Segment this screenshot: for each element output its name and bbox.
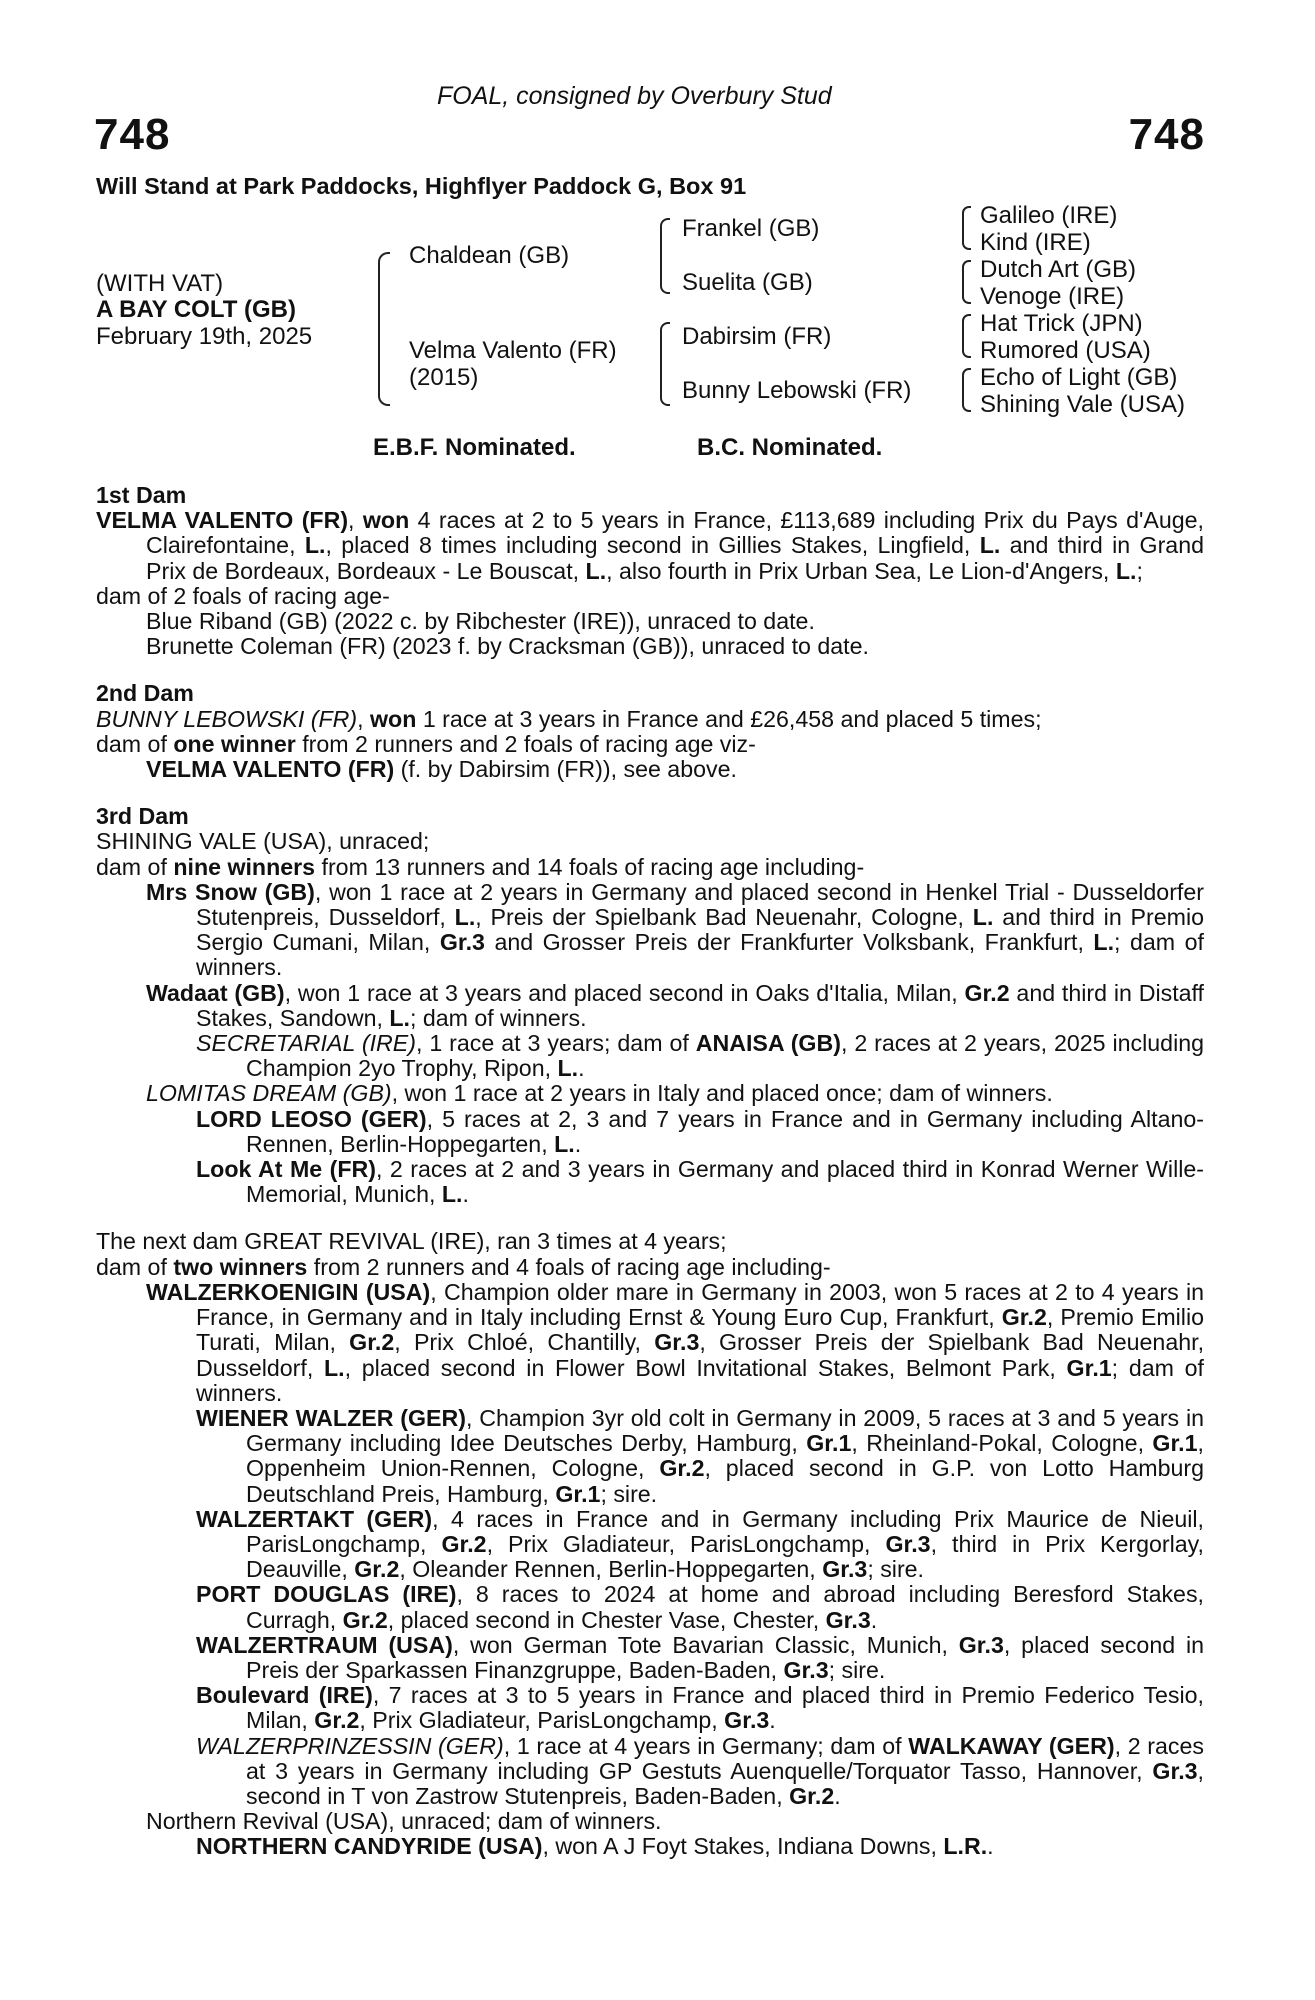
dam-dam: Bunny Lebowski (FR) xyxy=(682,377,912,404)
dam-name: Velma Valento (FR) xyxy=(409,337,617,364)
ebf-nomination: E.B.F. Nominated. xyxy=(373,434,576,461)
foaling-date: February 19th, 2025 xyxy=(96,323,313,350)
produce-entry: LORD LEOSO (GER), 5 races at 2, 3 and 7 years in France and in Germany including Altano-Rennen, Berlin-Hoppegarten, L.. xyxy=(196,1105,1205,1157)
first-dam-heading: 1st Dam xyxy=(96,482,187,508)
sire-sire: Frankel (GB) xyxy=(682,215,820,242)
produce-entry: Mrs Snow (GB), won 1 race at 2 years in Germany and placed second in Henkel Trial - Dusseldorfer Stutenpreis, Dusseldorf, L., Preis der Spielbank Bad Neuenahr, Cologne, L. and third in Premio Sergio Cumani, Milan, Gr.3 and Grosser Preis der Frankfurter Volksbank, Frankfurt, L.; dam of winners. xyxy=(146,878,1204,981)
second-dam-heading: 2nd Dam xyxy=(96,680,194,707)
gen3-sds: Dutch Art (GB) xyxy=(980,256,1137,283)
sire-dam: Suelita (GB) xyxy=(682,269,813,296)
gen3-ssd: Kind (IRE) xyxy=(980,229,1091,256)
gen3-dsd: Rumored (USA) xyxy=(980,337,1151,364)
sire-name: Chaldean (GB) xyxy=(409,242,570,269)
third-dam-produce-line: dam of nine winners from 13 runners and 14 foals of racing age including- xyxy=(96,853,865,880)
produce-entry: Wadaat (GB), won 1 race at 3 years and placed second in Oaks d'Italia, Milan, Gr.2 and third in Distaff Stakes, Sandown, L.; dam of winners. xyxy=(146,979,1204,1031)
gen3-dss: Hat Trick (JPN) xyxy=(980,310,1143,337)
second-dam-entry: BUNNY LEBOWSKI (FR), won 1 race at 3 years in France and £26,458 and placed 5 times; xyxy=(96,705,1042,732)
pedigree-brace-dd xyxy=(962,368,971,412)
produce-entry: PORT DOUGLAS (IRE), 8 races to 2024 at home and abroad including Beresford Stakes, Curragh, Gr.2, placed second in Chester Vase, Chester, Gr.3. xyxy=(196,1581,1204,1633)
bc-nomination: B.C. Nominated. xyxy=(697,434,883,461)
lot-title: A BAY COLT (GB) xyxy=(96,296,297,323)
stand-location: Will Stand at Park Paddocks, Highflyer Paddock G, Box 91 xyxy=(96,173,747,199)
third-dam-heading: 3rd Dam xyxy=(96,803,189,830)
pedigree-brace-ss xyxy=(962,206,971,250)
lot-number-right: 748 xyxy=(1128,110,1205,159)
produce-entry: LOMITAS DREAM (GB), won 1 race at 2 years in Italy and placed once; dam of winners. xyxy=(146,1080,1053,1107)
foal-entry: Brunette Coleman (FR) (2023 f. by Cracksman (GB)), unraced to date. xyxy=(146,633,869,660)
produce-entry: WIENER WALZER (GER), Champion 3yr old colt in Germany in 2009, 5 races at 3 and 5 years in Germany including Idee Deutsches Derby, Hamburg, Gr.1, Rheinland-Pokal, Cologne, Gr.1, Oppenheim Union-Rennen, Cologne, Gr.2, placed second in G.P. von Lotto Hamburg Deutschland Preis, Hamburg, Gr.1; sire. xyxy=(196,1404,1204,1507)
produce-entry: WALZERPRINZESSIN (GER), 1 race at 4 years in Germany; dam of WALKAWAY (GER), 2 races at 3 years in Germany including GP Gestuts Auenquelle/Torquator Tasso, Hannover, Gr.3, second in T von Zastrow Stutenpreis, Baden-Baden, Gr.2. xyxy=(196,1732,1204,1809)
gen3-sss: Galileo (IRE) xyxy=(980,202,1118,229)
produce-entry: WALZERTAKT (GER), 4 races in France and in Germany including Prix Maurice de Nieuil, ParisLongchamp, Gr.2, Prix Gladiateur, ParisLongchamp, Gr.3, third in Prix Kergorlay, Deauville, Gr.2, Oleander Rennen, Berlin-Hoppegarten, Gr.3; sire. xyxy=(196,1505,1204,1583)
dam-year: (2015) xyxy=(409,364,479,391)
second-dam-produce-line: dam of one winner from 2 runners and 2 foals of racing age viz- xyxy=(96,730,756,757)
produce-entry: WALZERKOENIGIN (USA), Champion older mare in Germany in 2003, won 5 races at 2 to 4 years in France, in Germany and in Italy including Ernst & Young Euro Cup, Frankfurt, Gr.2, Premio Emilio Turati, Milan, Gr.2, Prix Chloé, Chantilly, Gr.3, Grosser Preis der Spielbank Bad Neuenahr, Dusseldorf, L., placed second in Flower Bowl Invitational Stakes, Belmont Park, Gr.1; dam of winners. xyxy=(146,1278,1205,1406)
dam-sire: Dabirsim (FR) xyxy=(682,323,832,350)
pedigree-brace-dam xyxy=(660,322,670,406)
consignment-line: FOAL, consigned by Overbury Stud xyxy=(437,82,832,110)
gen3-dds: Echo of Light (GB) xyxy=(980,364,1178,391)
first-dam-entry: VELMA VALENTO (FR), won 4 races at 2 to 5 years in France, £113,689 including Prix du Pays d'Auge, Clairefontaine, L., placed 8 times including second in Gillies Stakes, Lingfield, L. and third in Grand Prix de Bordeaux, Bordeaux - Le Bouscat, L., also fourth in Prix Urban Sea, Le Lion-d'Angers, L.; xyxy=(96,507,1204,584)
produce-entry: WALZERTRAUM (USA), won German Tote Bavarian Classic, Munich, Gr.3, placed second in Preis der Sparkassen Finanzgruppe, Baden-Baden, Gr.3; sire. xyxy=(196,1631,1204,1683)
catalogue-body xyxy=(96,483,1204,1860)
next-dam-produce-line: dam of two winners from 2 runners and 4 foals of racing age including- xyxy=(96,1253,831,1280)
third-dam-entry: SHINING VALE (USA), unraced; xyxy=(96,828,430,855)
produce-entry: NORTHERN CANDYRIDE (USA), won A J Foyt Stakes, Indiana Downs, L.R.. xyxy=(196,1833,994,1860)
pedigree-brace-sd xyxy=(962,260,971,304)
produce-entry: SECRETARIAL (IRE), 1 race at 3 years; dam of ANAISA (GB), 2 races at 2 years, 2025 including Champion 2yo Trophy, Ripon, L.. xyxy=(196,1030,1205,1082)
produce-entry: Boulevard (IRE), 7 races at 3 to 5 years in France and placed third in Premio Federico Tesio, Milan, Gr.2, Prix Gladiateur, ParisLongchamp, Gr.3. xyxy=(196,1682,1204,1734)
pedigree-brace-ds xyxy=(962,314,971,358)
produce-entry: Northern Revival (USA), unraced; dam of winners. xyxy=(146,1808,662,1835)
produce-entry: VELMA VALENTO (FR) (f. by Dabirsim (FR)), see above. xyxy=(146,756,737,783)
vat-note: (WITH VAT) xyxy=(96,270,224,297)
first-dam-foals-line: dam of 2 foals of racing age- xyxy=(96,582,390,609)
produce-entry: Look At Me (FR), 2 races at 2 and 3 years in Germany and placed third in Konrad Werner Wille-Memorial, Munich, L.. xyxy=(196,1156,1204,1208)
pedigree-brace-sire xyxy=(660,218,670,294)
pedigree-brace-main xyxy=(378,252,390,406)
foal-entry: Blue Riband (GB) (2022 c. by Ribchester (IRE)), unraced to date. xyxy=(146,608,815,635)
lot-number-left: 748 xyxy=(94,110,171,159)
next-dam-entry: The next dam GREAT REVIVAL (IRE), ran 3 times at 4 years; xyxy=(96,1228,727,1255)
gen3-sdd: Venoge (IRE) xyxy=(980,283,1125,310)
gen3-ddd: Shining Vale (USA) xyxy=(980,391,1185,418)
